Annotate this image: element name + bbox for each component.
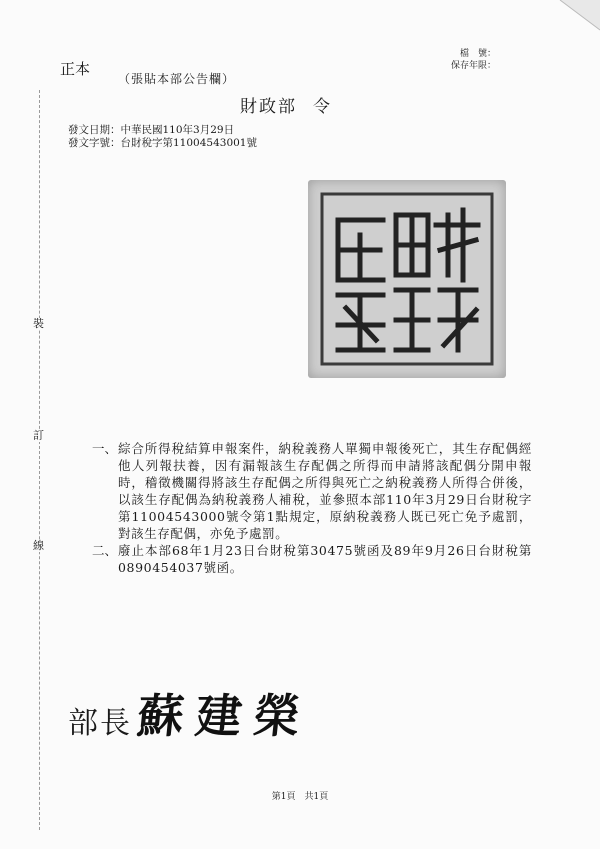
bulletin-notice: （張貼本部公告欄）	[118, 72, 236, 86]
official-seal	[308, 180, 506, 378]
issue-date: 發文日期：中華民國110年3月29日	[68, 124, 235, 136]
doc-type: 令	[313, 97, 332, 117]
page-fold-icon	[540, 0, 600, 40]
minister-signature	[68, 680, 315, 746]
document-title	[240, 92, 332, 117]
file-meta	[440, 48, 496, 72]
margin-mark-xian: 線	[33, 539, 44, 552]
item-number: 二、	[92, 543, 118, 558]
page-number: 第1頁 共1頁	[271, 792, 329, 802]
list-item	[92, 542, 532, 576]
issue-info	[68, 124, 257, 150]
item-text: 綜合所得稅結算申報案件，納稅義務人單獨申報後死亡，其生存配偶經他人列報扶養，因有漏報該生存配偶之所得而申請將該配偶分開申報時，稽徵機關得將該生存配偶之所得與死亡之納稅義務人所得合併後，以該生存配偶為納稅義務人補稅，並參照本部110年3月29日台財稅字第11004543000號令第1點規定，原納稅義務人既已死亡免予處罰，對該生存配偶，亦免予處罰。	[118, 441, 532, 541]
file-no-label: 檔 號：	[459, 49, 496, 59]
signature-title: 部長	[68, 706, 132, 741]
retention-label: 保存年限：	[450, 61, 496, 71]
seal-icon	[308, 180, 506, 378]
order-content	[92, 440, 532, 576]
binding-line	[39, 90, 40, 830]
item-text: 廢止本部68年1月23日台財稅第30475號函及89年9月26日台財稅第0890454037號函。	[118, 543, 532, 575]
signature-name: 蘇建榮	[134, 689, 315, 743]
issue-ref-no: 發文字號：台財稅字第11004543001號	[68, 137, 257, 149]
margin-mark-zhuang: 裝	[33, 317, 44, 330]
item-number: 一、	[92, 441, 118, 456]
margin-mark-ding: 訂	[33, 429, 44, 442]
issuing-org: 財政部	[240, 97, 297, 117]
list-item	[92, 440, 532, 542]
copy-label: 正本	[60, 60, 91, 78]
